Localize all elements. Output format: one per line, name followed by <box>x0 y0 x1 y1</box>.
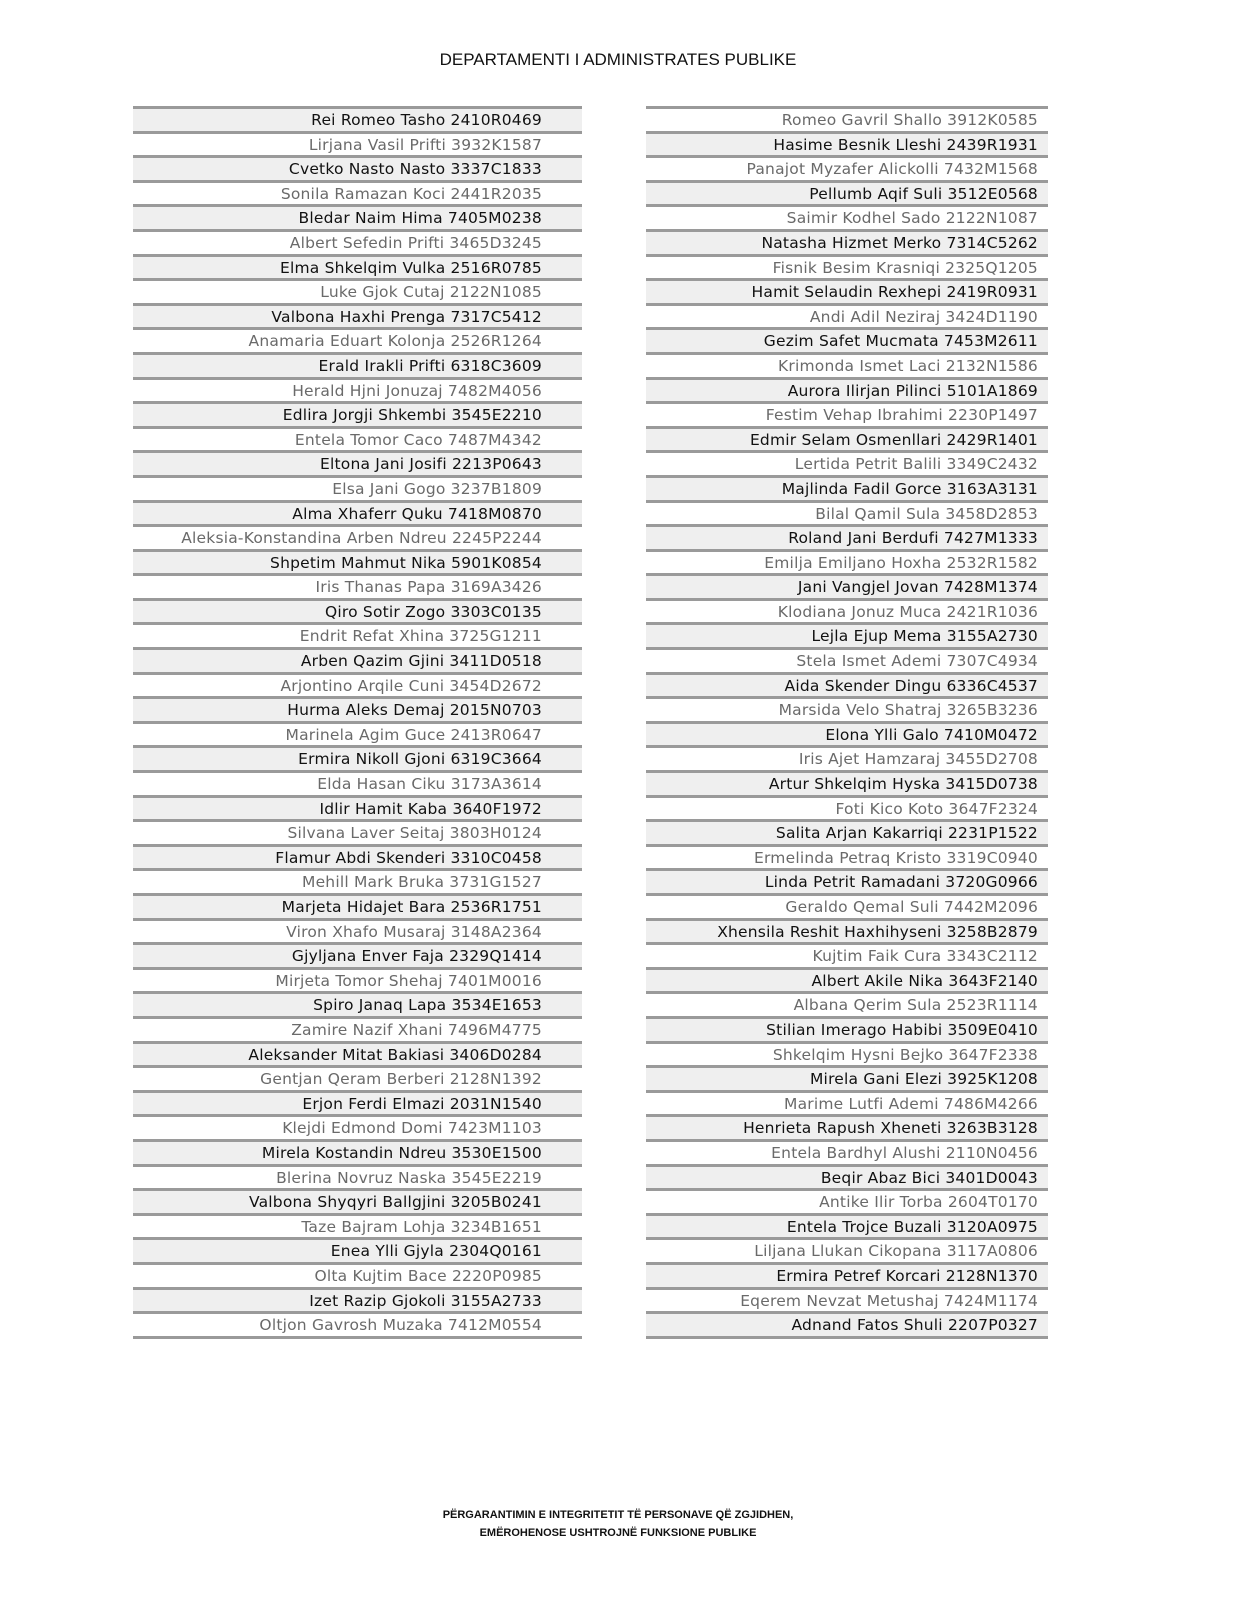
list-item: Kujtim Faik Cura 3343C2112 <box>646 942 1048 967</box>
list-item: Romeo Gavril Shallo 3912K0585 <box>646 106 1048 131</box>
list-item: Aida Skender Dingu 6336C4537 <box>646 672 1048 697</box>
list-item: Edlira Jorgji Shkembi 3545E2210 <box>133 401 582 426</box>
list-item: Cvetko Nasto Nasto 3337C1833 <box>133 155 582 180</box>
list-item: Beqir Abaz Bici 3401D0043 <box>646 1164 1048 1189</box>
list-item: Qiro Sotir Zogo 3303C0135 <box>133 598 582 623</box>
list-item: Bilal Qamil Sula 3458D2853 <box>646 500 1048 525</box>
list-item: Lirjana Vasil Prifti 3932K1587 <box>133 131 582 156</box>
list-item: Shpetim Mahmut Nika 5901K0854 <box>133 549 582 574</box>
list-item: Elona Ylli Galo 7410M0472 <box>646 721 1048 746</box>
list-item: Gezim Safet Mucmata 7453M2611 <box>646 327 1048 352</box>
list-item: Adnand Fatos Shuli 2207P0327 <box>646 1311 1048 1339</box>
list-item: Rei Romeo Tasho 2410R0469 <box>133 106 582 131</box>
list-item: Marinela Agim Guce 2413R0647 <box>133 721 582 746</box>
list-item: Gentjan Qeram Berberi 2128N1392 <box>133 1065 582 1090</box>
list-item: Iris Ajet Hamzaraj 3455D2708 <box>646 745 1048 770</box>
list-item: Elda Hasan Ciku 3173A3614 <box>133 770 582 795</box>
list-item: Liljana Llukan Cikopana 3117A0806 <box>646 1237 1048 1262</box>
list-item: Emilja Emiljano Hoxha 2532R1582 <box>646 549 1048 574</box>
list-item: Krimonda Ismet Laci 2132N1586 <box>646 352 1048 377</box>
list-item: Marime Lutfi Ademi 7486M4266 <box>646 1090 1048 1115</box>
list-item: Ermelinda Petraq Kristo 3319C0940 <box>646 844 1048 869</box>
list-item: Stilian Imerago Habibi 3509E0410 <box>646 1016 1048 1041</box>
list-item: Anamaria Eduart Kolonja 2526R1264 <box>133 327 582 352</box>
list-item: Hamit Selaudin Rexhepi 2419R0931 <box>646 278 1048 303</box>
list-item: Endrit Refat Xhina 3725G1211 <box>133 622 582 647</box>
list-item: Luke Gjok Cutaj 2122N1085 <box>133 278 582 303</box>
list-item: Salita Arjan Kakarriqi 2231P1522 <box>646 819 1048 844</box>
list-item: Valbona Shyqyri Ballgjini 3205B0241 <box>133 1188 582 1213</box>
list-item: Natasha Hizmet Merko 7314C5262 <box>646 229 1048 254</box>
list-item: Majlinda Fadil Gorce 3163A3131 <box>646 475 1048 500</box>
list-item: Hasime Besnik Lleshi 2439R1931 <box>646 131 1048 156</box>
list-item: Bledar Naim Hima 7405M0238 <box>133 204 582 229</box>
list-item: Mehill Mark Bruka 3731G1527 <box>133 868 582 893</box>
list-item: Erald Irakli Prifti 6318C3609 <box>133 352 582 377</box>
list-item: Shkelqim Hysni Bejko 3647F2338 <box>646 1041 1048 1066</box>
list-item: Albana Qerim Sula 2523R1114 <box>646 991 1048 1016</box>
list-item: Roland Jani Berdufi 7427M1333 <box>646 524 1048 549</box>
list-item: Mirela Kostandin Ndreu 3530E1500 <box>133 1139 582 1164</box>
list-item: Foti Kico Koto 3647F2324 <box>646 795 1048 820</box>
list-item: Blerina Novruz Naska 3545E2219 <box>133 1164 582 1189</box>
list-item: Marsida Velo Shatraj 3265B3236 <box>646 696 1048 721</box>
list-item: Geraldo Qemal Suli 7442M2096 <box>646 893 1048 918</box>
list-item: Andi Adil Neziraj 3424D1190 <box>646 303 1048 328</box>
list-item: Elma Shkelqim Vulka 2516R0785 <box>133 254 582 279</box>
list-item: Stela Ismet Ademi 7307C4934 <box>646 647 1048 672</box>
list-item: Silvana Laver Seitaj 3803H0124 <box>133 819 582 844</box>
list-item: Iris Thanas Papa 3169A3426 <box>133 573 582 598</box>
left-name-list <box>133 106 582 1339</box>
list-item: Panajot Myzafer Alickolli 7432M1568 <box>646 155 1048 180</box>
list-item: Elsa Jani Gogo 3237B1809 <box>133 475 582 500</box>
list-item: Mirela Gani Elezi 3925K1208 <box>646 1065 1048 1090</box>
footer-line-1: PËRGARANTIMIN E INTEGRITETIT TË PERSONAVE QË ZGJIDHEN, <box>442 1509 794 1521</box>
list-item: Klejdi Edmond Domi 7423M1103 <box>133 1114 582 1139</box>
list-item: Artur Shkelqim Hyska 3415D0738 <box>646 770 1048 795</box>
list-item: Lertida Petrit Balili 3349C2432 <box>646 450 1048 475</box>
list-item: Fisnik Besim Krasniqi 2325Q1205 <box>646 254 1048 279</box>
footer-line-2: EMËROHENOSE USHTROJNË FUNKSIONE PUBLIKE <box>479 1527 757 1539</box>
list-item: Edmir Selam Osmenllari 2429R1401 <box>646 426 1048 451</box>
list-item: Festim Vehap Ibrahimi 2230P1497 <box>646 401 1048 426</box>
list-item: Izet Razip Gjokoli 3155A2733 <box>133 1287 582 1312</box>
list-item: Saimir Kodhel Sado 2122N1087 <box>646 204 1048 229</box>
list-item: Enea Ylli Gjyla 2304Q0161 <box>133 1237 582 1262</box>
list-item: Arben Qazim Gjini 3411D0518 <box>133 647 582 672</box>
right-name-list <box>646 106 1048 1339</box>
list-item: Viron Xhafo Musaraj 3148A2364 <box>133 918 582 943</box>
list-item: Entela Tomor Caco 7487M4342 <box>133 426 582 451</box>
list-item: Alma Xhaferr Quku 7418M0870 <box>133 500 582 525</box>
list-item: Arjontino Arqile Cuni 3454D2672 <box>133 672 582 697</box>
page-title: DEPARTAMENTI I ADMINISTRATES PUBLIKE <box>439 50 797 69</box>
list-item: Eqerem Nevzat Metushaj 7424M1174 <box>646 1287 1048 1312</box>
list-item: Klodiana Jonuz Muca 2421R1036 <box>646 598 1048 623</box>
list-item: Antike Ilir Torba 2604T0170 <box>646 1188 1048 1213</box>
list-item: Eltona Jani Josifi 2213P0643 <box>133 450 582 475</box>
list-item: Aleksander Mitat Bakiasi 3406D0284 <box>133 1041 582 1066</box>
list-item: Sonila Ramazan Koci 2441R2035 <box>133 180 582 205</box>
list-item: Mirjeta Tomor Shehaj 7401M0016 <box>133 967 582 992</box>
list-item: Flamur Abdi Skenderi 3310C0458 <box>133 844 582 869</box>
list-item: Albert Akile Nika 3643F2140 <box>646 967 1048 992</box>
list-item: Valbona Haxhi Prenga 7317C5412 <box>133 303 582 328</box>
list-item: Olta Kujtim Bace 2220P0985 <box>133 1262 582 1287</box>
list-item: Hurma Aleks Demaj 2015N0703 <box>133 696 582 721</box>
list-item: Lejla Ejup Mema 3155A2730 <box>646 622 1048 647</box>
list-item: Oltjon Gavrosh Muzaka 7412M0554 <box>133 1311 582 1339</box>
list-item: Herald Hjni Jonuzaj 7482M4056 <box>133 377 582 402</box>
list-item: Xhensila Reshit Haxhihyseni 3258B2879 <box>646 918 1048 943</box>
list-item: Albert Sefedin Prifti 3465D3245 <box>133 229 582 254</box>
list-item: Spiro Janaq Lapa 3534E1653 <box>133 991 582 1016</box>
list-item: Entela Bardhyl Alushi 2110N0456 <box>646 1139 1048 1164</box>
list-item: Entela Trojce Buzali 3120A0975 <box>646 1213 1048 1238</box>
list-item: Taze Bajram Lohja 3234B1651 <box>133 1213 582 1238</box>
list-item: Gjyljana Enver Faja 2329Q1414 <box>133 942 582 967</box>
list-item: Jani Vangjel Jovan 7428M1374 <box>646 573 1048 598</box>
list-item: Linda Petrit Ramadani 3720G0966 <box>646 868 1048 893</box>
list-item: Ermira Nikoll Gjoni 6319C3664 <box>133 745 582 770</box>
list-item: Ermira Petref Korcari 2128N1370 <box>646 1262 1048 1287</box>
list-item: Idlir Hamit Kaba 3640F1972 <box>133 795 582 820</box>
footer <box>0 1506 1236 1542</box>
list-item: Aleksia-Konstandina Arben Ndreu 2245P2244 <box>133 524 582 549</box>
list-item: Pellumb Aqif Suli 3512E0568 <box>646 180 1048 205</box>
list-item: Erjon Ferdi Elmazi 2031N1540 <box>133 1090 582 1115</box>
list-item: Henrieta Rapush Xheneti 3263B3128 <box>646 1114 1048 1139</box>
list-item: Marjeta Hidajet Bara 2536R1751 <box>133 893 582 918</box>
list-item: Zamire Nazif Xhani 7496M4775 <box>133 1016 582 1041</box>
list-item: Aurora Ilirjan Pilinci 5101A1869 <box>646 377 1048 402</box>
